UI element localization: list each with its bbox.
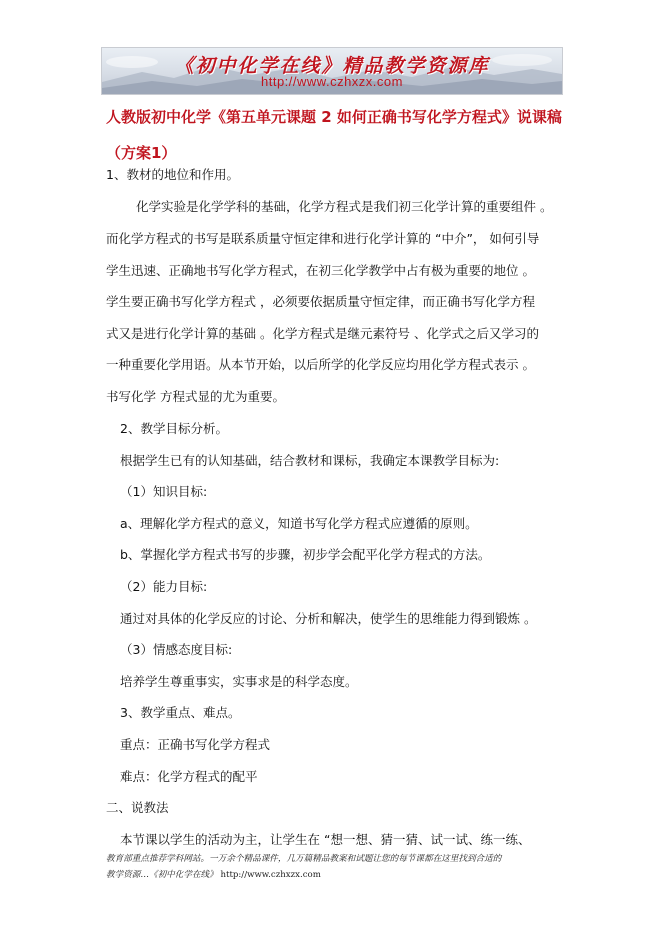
document-title: 人教版初中化学《第五单元课题 2 如何正确书写化学方程式》说课稿（方案1） [106, 108, 562, 162]
subheading-knowledge: （1）知识目标: [120, 484, 208, 499]
banner-title: 《初中化学在线》精品教学资源库 [174, 55, 490, 77]
paragraph-line: 根据学生已有的认知基础，结合教材和课标，我确定本课教学目标为: [120, 453, 500, 468]
paragraph-line: 一种重要化学用语。从本节开始，以后所学的化学反应均用化学方程式表示 。 [106, 357, 535, 372]
footer-line-2-text: 教学资源…《初中化学在线》 [106, 870, 218, 880]
difficult-point: 难点：化学方程式的配平 [120, 769, 258, 784]
key-point: 重点：正确书写化学方程式 [120, 737, 271, 752]
list-item: b、掌握化学方程式书写的步骤，初步学会配平化学方程式的方法。 [120, 547, 491, 562]
banner-url-link[interactable]: http://www.czhxzx.com [261, 74, 403, 89]
page-footer [106, 851, 586, 883]
section-heading-2: 2、教学目标分析。 [120, 421, 228, 436]
footer-line-1: 教育部重点推荐学科网站。一万余个精品课件，几万篇精品教案和试题让您的每节课都在这里找到合适的 [106, 854, 502, 864]
header-banner [101, 47, 563, 95]
footer-url-link[interactable]: http://www.czhxzx.com [220, 870, 321, 880]
list-item: a、理解化学方程式的意义，知道书写化学方程式应遵循的原则。 [120, 516, 478, 531]
section-heading-teaching-method: 二、说教法 [106, 800, 169, 815]
paragraph-line: 而化学方程式的书写是联系质量守恒定律和进行化学计算的 “中介”， 如何引导 [106, 231, 540, 246]
paragraph-line: 通过对具体的化学反应的讨论、分析和解决，使学生的思维能力得到锻炼 。 [120, 611, 537, 626]
paragraph-line: 培养学生尊重事实，实事求是的科学态度。 [120, 674, 358, 689]
section-heading-3: 3、教学重点、难点。 [120, 705, 241, 720]
paragraph-line: 学生迅速、正确地书写化学方程式，在初三化学教学中占有极为重要的地位 。 [106, 263, 535, 278]
paragraph-line: 书写化学 方程式显的尤为重要。 [106, 389, 285, 404]
footer-line-2 [106, 867, 586, 883]
section-heading-1: 1、教材的地位和作用。 [106, 167, 239, 182]
subheading-ability: （2）能力目标: [120, 579, 208, 594]
subheading-attitude: （3）情感态度目标: [120, 642, 233, 657]
paragraph-line: 式又是进行化学计算的基础 。化学方程式是继元素符号 、化学式之后又学习的 [106, 326, 539, 341]
paragraph-line: 化学实验是化学学科的基础，化学方程式是我们初三化学计算的重要组件 。 [136, 199, 553, 214]
paragraph-line: 学生要正确书写化学方程式 ，必须要依据质量守恒定律，而正确书写化学方程 [106, 294, 535, 309]
paragraph-line: 本节课以学生的活动为主，让学生在 “想一想、猜一猜、试一试、练一练、 [120, 832, 531, 847]
